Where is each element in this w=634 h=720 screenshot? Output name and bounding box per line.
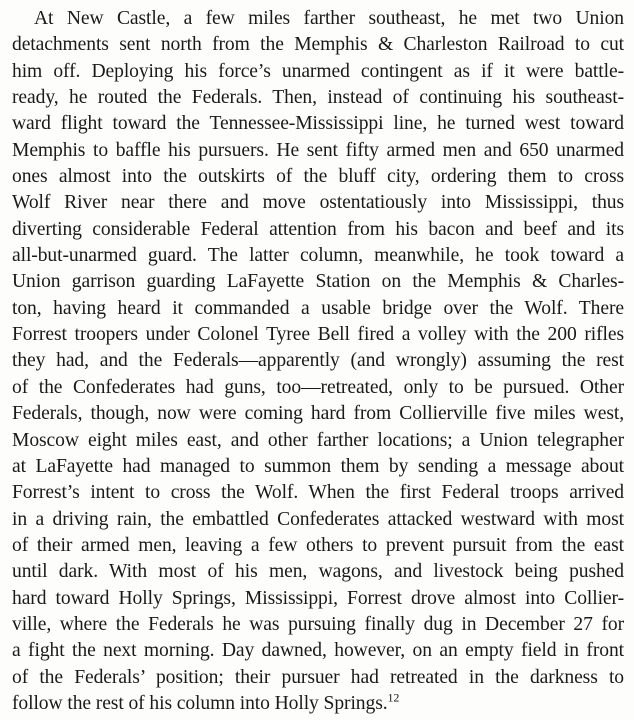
text-line: ville, where the Federals he was pursuing finally dug in December 27 for [12,613,624,635]
text-line: detachments sent north from the Memphis & Charleston Railroad to cut [12,34,624,56]
text-line: Forrest’s intent to cross the Wolf. When the first Federal troops arrived [12,482,624,504]
text-line: of the Federals’ position; their pursuer had retreated in the darkness to [12,666,624,688]
text-line: Forrest troopers under Colonel Tyree Bell fired a volley with the 200 rifles [12,324,624,346]
text-line: Union garrison guarding LaFayette Station on the Memphis & Charles- [12,271,624,293]
text-line: they had, and the Federals—apparently (and wrongly) assuming the rest [12,350,624,372]
text-line: Memphis to baffle his pursuers. He sent fifty armed men and 650 unarmed [12,139,624,161]
text-line: ones almost into the outskirts of the bluff city, ordering them to cross [12,166,624,188]
body-paragraph [12,6,624,717]
text-line-last [12,691,624,717]
text-line: ton, having heard it commanded a usable bridge over the Wolf. There [12,297,624,319]
text-line: hard toward Holly Springs, Mississippi, Forrest drove almost into Collier- [12,587,624,609]
footnote-reference[interactable]: 12 [387,690,400,705]
text-line: Federals, though, now were coming hard from Collierville five miles west, [12,403,624,425]
text-line: him off. Deploying his force’s unarmed contingent as if it were battle- [12,60,624,82]
text-line: in a driving rain, the embattled Confederates attacked westward with most [12,508,624,530]
last-line-text: follow the rest of his column into Holly Springs. [12,692,388,714]
text-line: ready, he routed the Federals. Then, instead of continuing his southeast- [12,87,624,109]
text-line: at LaFayette had managed to summon them by sending a message about [12,455,624,477]
text-line: until dark. With most of his men, wagons, and livestock being pushed [12,561,624,583]
text-line: At New Castle, a few miles farther southeast, he met two Union [34,8,624,29]
text-line: all-but-unarmed guard. The latter column, meanwhile, he took toward a [12,245,624,267]
text-line: Moscow eight miles east, and other farther locations; a Union telegrapher [12,429,624,451]
text-line: Wolf River near there and move ostentatiously into Mississippi, thus [12,192,624,214]
text-line: a fight the next morning. Day dawned, however, on an empty field in front [12,640,624,662]
text-line: of their armed men, leaving a few others to prevent pursuit from the east [12,534,624,556]
text-line: diverting considerable Federal attention from his bacon and beef and its [12,218,624,240]
text-line: of the Confederates had guns, too—retreated, only to be pursued. Other [12,376,624,398]
text-line: ward flight toward the Tennessee-Mississippi line, he turned west toward [12,113,624,135]
